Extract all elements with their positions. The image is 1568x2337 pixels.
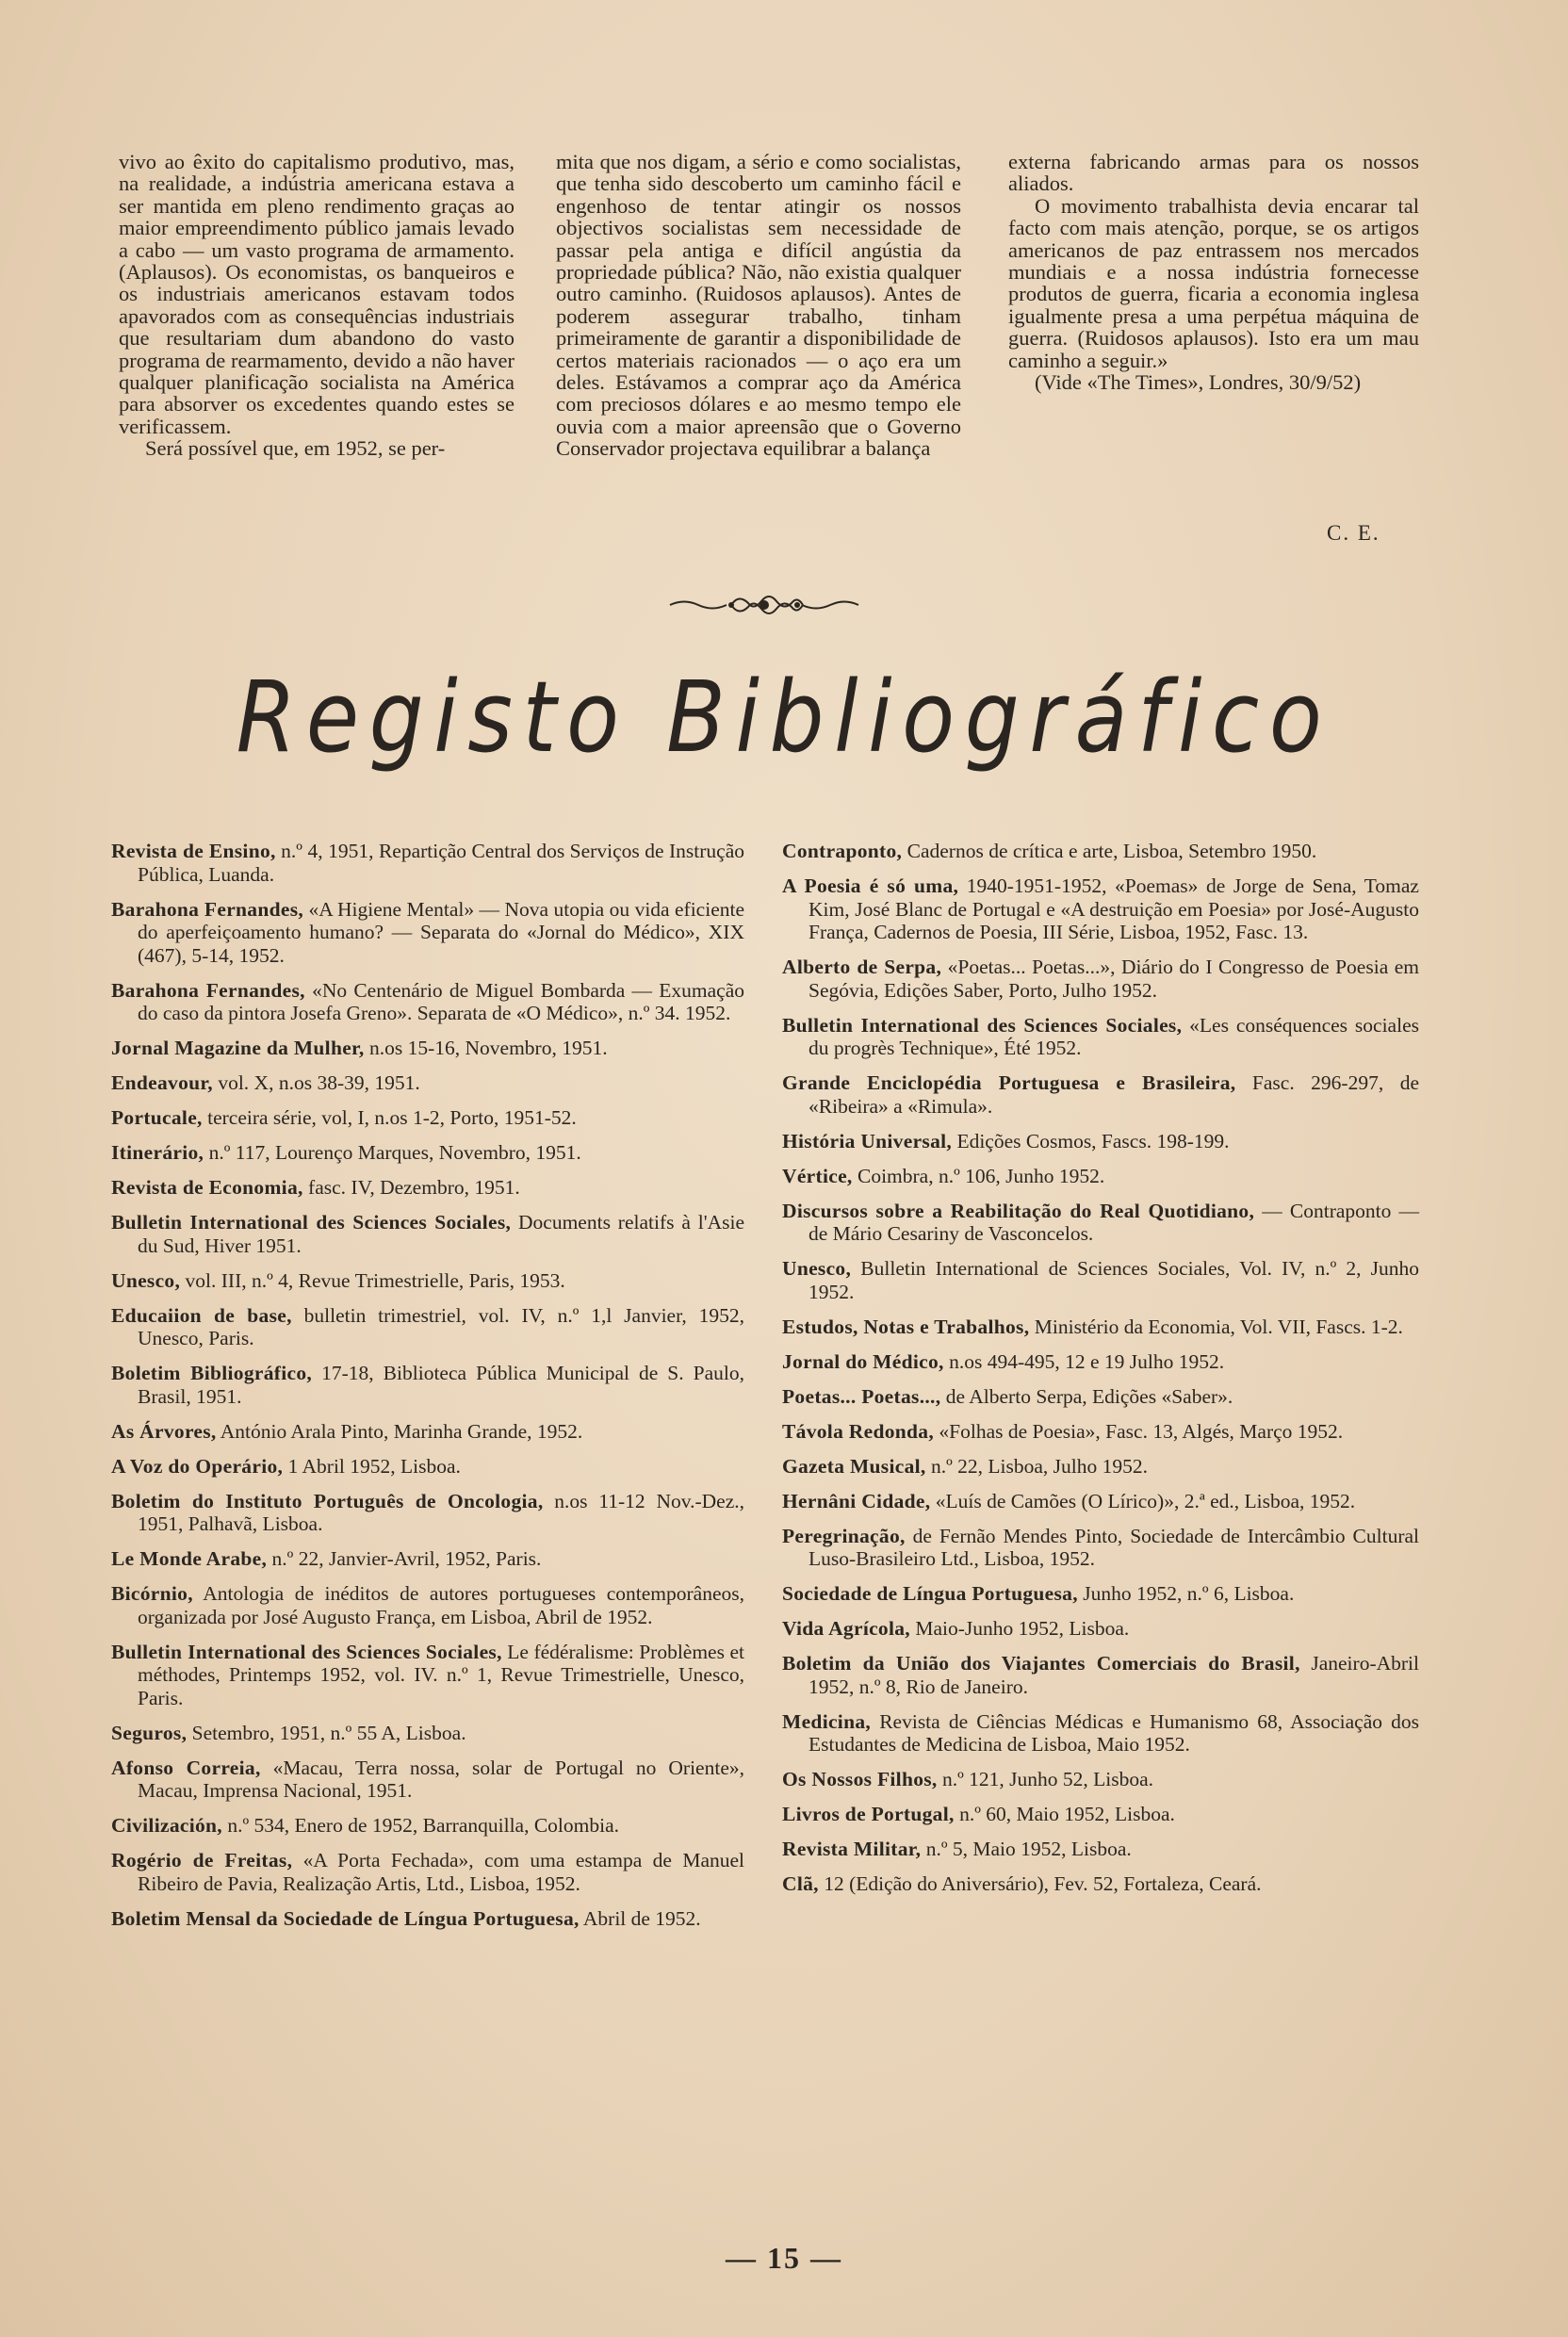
- entry-details: Coimbra, n.º 106, Junho 1952.: [852, 1164, 1105, 1187]
- entry-title: Vida Agrícola,: [782, 1617, 910, 1640]
- entry-title: Os Nossos Filhos,: [782, 1768, 938, 1790]
- entry-title: A Poesia é só uma,: [782, 874, 959, 897]
- entry-details: Fasc. 296-297, de «Ribeira» a «Rimula».: [808, 1071, 1419, 1118]
- entry-title: Revista Militar,: [782, 1838, 922, 1860]
- entry-details: Le fédéralisme: Problèmes et méthodes, Printemps 1952, vol. IV. n.º 1, Revue Trimestrielle, Unesco, Paris.: [138, 1640, 744, 1709]
- bibliography-entry: [111, 1582, 744, 1628]
- bibliography-entry: [111, 1211, 744, 1257]
- bibliography-entry: [782, 1768, 1419, 1791]
- entry-details: Maio-Junho 1952, Lisboa.: [909, 1617, 1130, 1640]
- article-paragraph: O movimento trabalhista devia encarar tal facto com mais atenção, porque, se os artigos americanos de paz entrassem nos mercados mundiais e a nossa indústria fornecesse produtos de guerra, ficaria a economia inglesa igualmente presa a uma perpétua máquina de guerra. (Ruidosos aplausos). Isto era um mau caminho a seguir.»: [1008, 193, 1419, 372]
- entry-title: Le Monde Arabe,: [111, 1547, 268, 1570]
- entry-title: Boletim Mensal da Sociedade de Língua Portuguesa,: [111, 1906, 580, 1930]
- bibliography-entry: [111, 1037, 744, 1060]
- entry-details: n.os 15-16, Novembro, 1951.: [364, 1037, 608, 1059]
- entry-details: «A Higiene Mental» — Nova utopia ou vida eficiente do aperfeiçoamento humano? — Separata do «Jornal do Médico», XIX (467), 5-14, 1952.: [138, 897, 745, 967]
- article-column-2: [556, 151, 961, 460]
- bibliography-entry: [111, 1141, 744, 1165]
- entry-title: Vértice,: [782, 1164, 853, 1187]
- bibliography-entry: [111, 1547, 744, 1571]
- bibliography-entry: [111, 1362, 744, 1408]
- entry-details: 1 Abril 1952, Lisboa.: [283, 1454, 461, 1478]
- entry-details: n.º 5, Maio 1952, Lisboa.: [921, 1838, 1132, 1860]
- bibliography-entry: [782, 1710, 1419, 1757]
- bibliography-entry: [782, 1165, 1419, 1188]
- bibliography-entry: [782, 874, 1419, 944]
- bibliography-entry: [782, 1350, 1419, 1374]
- entry-details: de Fernão Mendes Pinto, Sociedade de Intercâmbio Cultural Luso-Brasileiro Ltd., Lisboa, 1952.: [808, 1524, 1419, 1570]
- bibliography-entry: [782, 1838, 1419, 1861]
- entry-details: vol. III, n.º 4, Revue Trimestrielle, Paris, 1953.: [180, 1268, 565, 1292]
- article-paragraph: Será possível que, em 1952, se per-: [145, 436, 446, 461]
- entry-title: Revista de Economia,: [111, 1176, 303, 1199]
- bibliography-entry: [782, 1130, 1419, 1153]
- entry-details: n.º 121, Junho 52, Lisboa.: [937, 1768, 1154, 1790]
- bibliography-entry: [782, 1455, 1419, 1479]
- entry-title: Portucale,: [111, 1106, 203, 1129]
- bibliography-entry: [111, 1071, 744, 1095]
- entry-details: Antologia de inéditos de autores portugueses contemporâneos, organizada por José Augusto França, em Lisboa, Abril de 1952.: [138, 1582, 744, 1628]
- entry-title: Clã,: [782, 1872, 819, 1895]
- bibliography-entry: [111, 1490, 744, 1536]
- entry-details: Janeiro-Abril 1952, n.º 8, Rio de Janeiro.: [808, 1652, 1419, 1698]
- bibliography-entry: [782, 1803, 1419, 1826]
- bibliography-entry: [782, 1316, 1419, 1339]
- entry-title: Seguros,: [111, 1721, 188, 1744]
- bibliography-entry: [782, 1617, 1419, 1641]
- bibliography-entry: [782, 1652, 1419, 1698]
- entry-details: terceira série, vol, I, n.os 1-2, Porto, 1951-52.: [202, 1106, 577, 1129]
- bibliography-entry: [111, 1269, 744, 1293]
- article-paragraph: vivo ao êxito do capitalismo produtivo, mas, na realidade, a indústria americana estava a ser mantida em pleno rendimento graças ao maior empreendimento público jamais levado a cabo — um vasto programa de armamento. (Aplausos). Os economistas, os banqueiros e os industriais americanos estavam todos apavorados com as consequências industriais que resultariam dum abandono do vasto programa de rearmamento, devido a não haver qualquer planificação socialista na América para absorver os excedentes quando estes se verificassem.: [119, 150, 514, 438]
- entry-title: Livros de Portugal,: [782, 1803, 955, 1825]
- entry-details: bulletin trimestriel, vol. IV, n.º 1,l Janvier, 1952, Unesco, Paris.: [138, 1303, 744, 1349]
- entry-title: Boletim Bibliográfico,: [111, 1362, 313, 1384]
- bibliography-entry: [111, 1907, 744, 1931]
- entry-title: Bulletin International des Sciences Sociales,: [111, 1640, 502, 1663]
- entry-title: Peregrinação,: [782, 1524, 906, 1547]
- article-signature: C. E.: [1327, 521, 1380, 545]
- entry-details: Revista de Ciências Médicas e Humanismo 68, Associação dos Estudantes de Medicina de Lisboa, Maio 1952.: [808, 1709, 1419, 1756]
- bibliography-left-column: [111, 840, 744, 1942]
- entry-details: Edições Cosmos, Fascs. 198-199.: [952, 1129, 1230, 1152]
- bibliography-entry: [111, 1455, 744, 1479]
- entry-title: Medicina,: [782, 1709, 872, 1733]
- entry-details: Junho 1952, n.º 6, Lisboa.: [1077, 1582, 1295, 1605]
- bibliography-entry: [782, 1385, 1419, 1409]
- entry-title: Boletim do Instituto Português de Oncologia,: [111, 1489, 544, 1512]
- entry-details: «A Porta Fechada», com uma estampa de Manuel Ribeiro de Pavia, Realização Artis, Ltd., Lisboa, 1952.: [138, 1849, 744, 1895]
- entry-title: Rogério de Freitas,: [111, 1849, 293, 1871]
- entry-details: Cadernos de crítica e arte, Lisboa, Setembro 1950.: [902, 840, 1317, 862]
- entry-details: n.º 22, Lisboa, Julho 1952.: [925, 1454, 1148, 1478]
- entry-details: n.os 494-495, 12 e 19 Julho 1952.: [943, 1349, 1225, 1373]
- entry-title: Poetas... Poetas...,: [782, 1384, 941, 1408]
- entry-title: Jornal Magazine da Mulher,: [111, 1037, 365, 1059]
- bibliography-entry: [782, 840, 1419, 863]
- entry-details: 12 (Edição do Aniversário), Fev. 52, Fortaleza, Ceará.: [818, 1872, 1262, 1895]
- bibliography-entry: [782, 1014, 1419, 1060]
- entry-title: História Universal,: [782, 1129, 953, 1152]
- bibliography-entry: [782, 1200, 1419, 1246]
- bibliography-entry: [782, 1071, 1419, 1118]
- entry-details: n.os 11-12 Nov.-Dez., 1951, Palhavã, Lisboa.: [138, 1489, 744, 1535]
- article-column-3: [1008, 151, 1419, 393]
- entry-title: Estudos, Notas e Trabalhos,: [782, 1315, 1030, 1338]
- entry-details: n.º 534, Enero de 1952, Barranquilla, Colombia.: [221, 1814, 620, 1837]
- entry-title: Boletim da União dos Viajantes Comerciais do Brasil,: [782, 1652, 1300, 1675]
- entry-title: Gazeta Musical,: [782, 1454, 926, 1478]
- entry-title: Bicórnio,: [111, 1582, 193, 1605]
- bibliography-entry: [782, 1872, 1419, 1896]
- bibliography-entry: [782, 1582, 1419, 1606]
- entry-title: Endeavour,: [111, 1071, 213, 1094]
- entry-title: Itinerário,: [111, 1141, 204, 1164]
- decorative-scroll-icon: [665, 591, 863, 619]
- entry-details: «Folhas de Poesia», Fasc. 13, Algés, Março 1952.: [934, 1419, 1344, 1443]
- entry-details: «Les conséquences sociales du progrès Technique», Été 1952.: [808, 1013, 1419, 1059]
- page-number: — 15 —: [726, 2241, 842, 2275]
- entry-details: Abril de 1952.: [579, 1906, 701, 1930]
- entry-details: «Macau, Terra nossa, solar de Portugal no Oriente», Macau, Imprensa Nacional, 1951.: [138, 1756, 744, 1802]
- bibliography-entry: [111, 1757, 744, 1803]
- entry-title: Civilización,: [111, 1814, 222, 1837]
- bibliography-entry: [111, 1106, 744, 1130]
- entry-title: Alberto de Serpa,: [782, 956, 942, 978]
- entry-title: Bulletin International des Sciences Sociales,: [111, 1211, 512, 1234]
- entry-title: Afonso Correia,: [111, 1756, 261, 1779]
- entry-title: Grande Enciclopédia Portuguesa e Brasileira,: [782, 1071, 1236, 1094]
- article-paragraph: (Vide «The Times», Londres, 30/9/52): [1035, 370, 1362, 395]
- bibliography-entry: [111, 1304, 744, 1350]
- entry-title: Távola Redonda,: [782, 1419, 935, 1443]
- entry-details: Documents relatifs à l'Asie du Sud, Hiver 1951.: [138, 1211, 744, 1257]
- entry-details: «Poetas... Poetas...», Diário do I Congresso de Poesia em Segóvia, Edições Saber, Porto, Julho 1952.: [808, 956, 1419, 1002]
- entry-details: Bulletin International de Sciences Sociales, Vol. IV, n.º 2, Junho 1952.: [808, 1257, 1419, 1303]
- bibliography-entry: [111, 1849, 744, 1895]
- bibliography-entry: [111, 1722, 744, 1745]
- bibliography-entry: [111, 840, 744, 886]
- entry-title: Barahona Fernandes,: [111, 897, 304, 921]
- entry-details: de Alberto Serpa, Edições «Saber».: [940, 1384, 1233, 1408]
- entry-details: 1940-1951-1952, «Poemas» de Jorge de Sena, Tomaz Kim, José Blanc de Portugal e «A destruição em Poesia» por José-Augusto França, Cadernos de Poesia, III Série, Lisboa, 1952, Fasc. 13.: [808, 874, 1419, 943]
- article-paragraph: mita que nos digam, a sério e como socialistas, que tenha sido descoberto um caminho fácil e engenhoso de tentar atingir os nossos objectivos socialistas sem necessidade de passar pela antiga e difícil angústia da propriedade pública? Não, não existia qualquer outro caminho. (Ruidosos aplausos). Antes de poderem assegurar trabalho, tinham primeiramente de garantir a disponibilidade de certos materiais racionados — o aço era um deles. Estávamos a comprar aço da América com preciosos dólares e ao mesmo tempo ele ouvia com a maior apreensão que o Governo Conservador projectava equilibrar a balança: [556, 150, 961, 461]
- bibliography-entry: [111, 1814, 744, 1838]
- entry-title: Unesco,: [782, 1257, 852, 1280]
- bibliography-entry: [782, 1420, 1419, 1444]
- bibliography-entry: [782, 1490, 1419, 1513]
- entry-title: Jornal do Médico,: [782, 1349, 944, 1373]
- entry-details: n.º 4, 1951, Repartição Central dos Serviços de Instrução Pública, Luanda.: [138, 840, 744, 886]
- entry-details: 17-18, Biblioteca Pública Municipal de S. Paulo, Brasil, 1951.: [138, 1362, 745, 1408]
- article-column-1: [119, 151, 514, 460]
- entry-details: «Luís de Camões (O Lírico)», 2.ª ed., Lisboa, 1952.: [930, 1489, 1356, 1512]
- entry-details: António Arala Pinto, Marinha Grande, 1952.: [216, 1419, 583, 1443]
- bibliography-entry: [111, 1420, 744, 1444]
- entry-details: n.º 22, Janvier-Avril, 1952, Paris.: [267, 1547, 542, 1570]
- bibliography-entry: [111, 1641, 744, 1710]
- entry-details: Ministério da Economia, Vol. VII, Fascs. 1-2.: [1029, 1315, 1403, 1338]
- bibliography-entry: [111, 1176, 744, 1200]
- entry-title: A Voz do Operário,: [111, 1454, 284, 1478]
- entry-title: Revista de Ensino,: [111, 840, 276, 862]
- entry-details: fasc. IV, Dezembro, 1951.: [302, 1176, 520, 1199]
- article-paragraph: externa fabricando armas para os nossos aliados.: [1008, 150, 1419, 196]
- bibliography-entry: [782, 1257, 1419, 1303]
- entry-details: «No Centenário de Miguel Bombarda — Exumação do caso da pintora Josefa Greno». Separata de «O Médico», n.º 34. 1952.: [138, 978, 745, 1024]
- bibliography-entry: [782, 1525, 1419, 1571]
- bibliography-entry: [782, 956, 1419, 1002]
- entry-details: Setembro, 1951, n.º 55 A, Lisboa.: [187, 1721, 466, 1744]
- entry-details: vol. X, n.os 38-39, 1951.: [212, 1071, 420, 1094]
- entry-details: — Contraponto — de Mário Cesariny de Vasconcelos.: [808, 1199, 1419, 1245]
- entry-title: Hernâni Cidade,: [782, 1489, 931, 1512]
- entry-title: As Árvores,: [111, 1419, 217, 1443]
- entry-title: Bulletin International des Sciences Sociales,: [782, 1013, 1183, 1037]
- bibliography-entry: [111, 979, 744, 1025]
- entry-details: n.º 60, Maio 1952, Lisboa.: [954, 1803, 1175, 1825]
- section-heading: Registo Bibliográfico: [236, 660, 1332, 775]
- entry-details: n.º 117, Lourenço Marques, Novembro, 1951.: [204, 1141, 581, 1164]
- entry-title: Sociedade de Língua Portuguesa,: [782, 1582, 1078, 1605]
- entry-title: Educaiion de base,: [111, 1303, 292, 1327]
- entry-title: Barahona Fernandes,: [111, 978, 305, 1002]
- entry-title: Contraponto,: [782, 840, 903, 862]
- entry-title: Discursos sobre a Reabilitação do Real Quotidiano,: [782, 1199, 1255, 1222]
- entry-title: Unesco,: [111, 1268, 181, 1292]
- bibliography-right-column: [782, 840, 1419, 1907]
- bibliography-entry: [111, 898, 744, 968]
